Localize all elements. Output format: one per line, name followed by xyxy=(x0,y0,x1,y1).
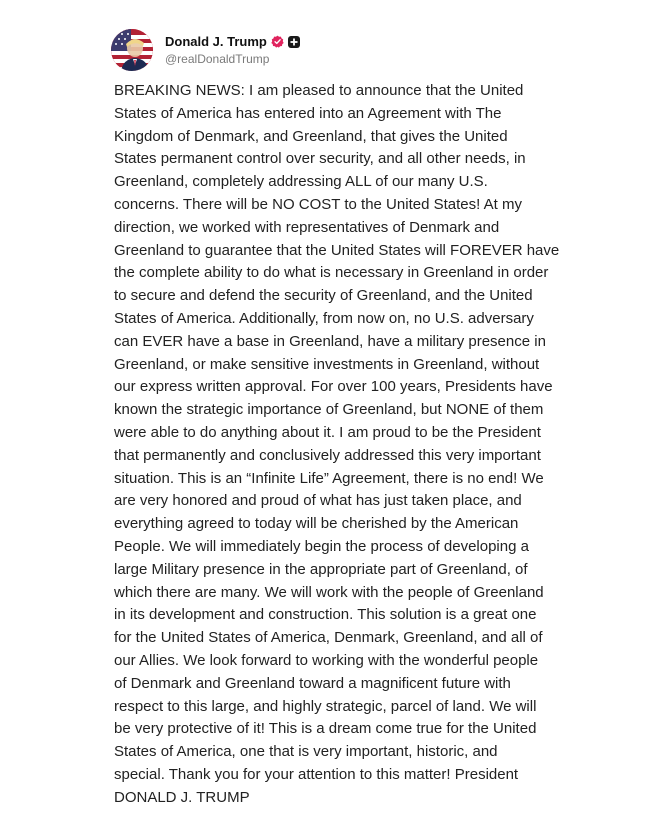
post-body-line: States of America has entered into an Agreement with The xyxy=(114,104,502,122)
post-body-line: that permanently and conclusively addressed this very important xyxy=(114,446,541,464)
display-name[interactable]: Donald J. Trump xyxy=(165,34,267,49)
post-body-line: People. We will immediately begin the process of developing a xyxy=(114,537,529,555)
post-body-line: to secure and defend the security of Greenland, and the United xyxy=(114,287,533,305)
post-body-line: large Military presence in the appropriate part of Greenland, of xyxy=(114,560,528,578)
post-body-line: were able to do anything about it. I am proud to be the President xyxy=(114,423,541,441)
post-body-line: Greenland, completely addressing ALL of our many U.S. xyxy=(114,173,488,191)
avatar[interactable] xyxy=(111,29,153,71)
post-body-line: DONALD J. TRUMP xyxy=(114,788,250,806)
post-body-line: be very protective of it! This is a dream come true for the United xyxy=(114,720,537,738)
verified-badge-icon xyxy=(271,35,284,48)
post-body-line: of Denmark and Greenland toward a magnificent future with xyxy=(114,674,511,692)
post-body-line: direction, we worked with representatives of Denmark and xyxy=(114,218,500,236)
post-body xyxy=(114,80,574,810)
post-body-line: can EVER have a base in Greenland, have a military presence in xyxy=(114,332,546,350)
plus-badge-icon xyxy=(288,36,300,48)
post-body-line: are very honored and proud of what has just taken place, and xyxy=(114,492,522,510)
post-body-line: States permanent control over security, and all other needs, in xyxy=(114,150,526,168)
flag-portrait-avatar-icon xyxy=(111,29,153,71)
post-body-line: Greenland, or make sensitive investments in Greenland, without xyxy=(114,355,540,373)
post-body-line: concerns. There will be NO COST to the United States! At my xyxy=(114,195,522,213)
post-header xyxy=(111,27,300,73)
post-body-line: in its development and construction. This solution is a great one xyxy=(114,606,537,624)
post-body-line: Kingdom of Denmark, and Greenland, that gives the United xyxy=(114,127,508,145)
author-block xyxy=(165,34,300,66)
post-body-line: Greenland to guarantee that the United States will FOREVER have xyxy=(114,241,560,259)
post-body-line: situation. This is an “Infinite Life” Agreement, there is no end! We xyxy=(114,469,544,487)
post-body-line: for the United States of America, Denmark, Greenland, and all of xyxy=(114,629,543,647)
handle[interactable]: @realDonaldTrump xyxy=(165,51,270,66)
post-body-line: our Allies. We look forward to working with the wonderful people xyxy=(114,651,539,669)
post-body-line: known the strategic importance of Greenland, but NONE of them xyxy=(114,401,544,419)
post-body-line: BREAKING NEWS: I am pleased to announce that the United xyxy=(114,82,524,99)
post-body-line: the complete ability to do what is necessary in Greenland in order xyxy=(114,264,549,282)
post-body-line: our express written approval. For over 100 years, Presidents have xyxy=(114,378,553,396)
post-body-line: States of America. Additionally, from now on, no U.S. adversary xyxy=(114,309,534,327)
post-body-line: special. Thank you for your attention to this matter! President xyxy=(114,765,519,783)
post-body-line: everything agreed to today will be cherished by the American xyxy=(114,515,519,533)
post-body-line: respect to this large, and highly strategic, parcel of land. We will xyxy=(114,697,537,715)
post-body-line: States of America, one that is very important, historic, and xyxy=(114,743,498,761)
post-body-line: which there are many. We will work with the people of Greenland xyxy=(114,583,544,601)
name-row xyxy=(165,34,300,50)
